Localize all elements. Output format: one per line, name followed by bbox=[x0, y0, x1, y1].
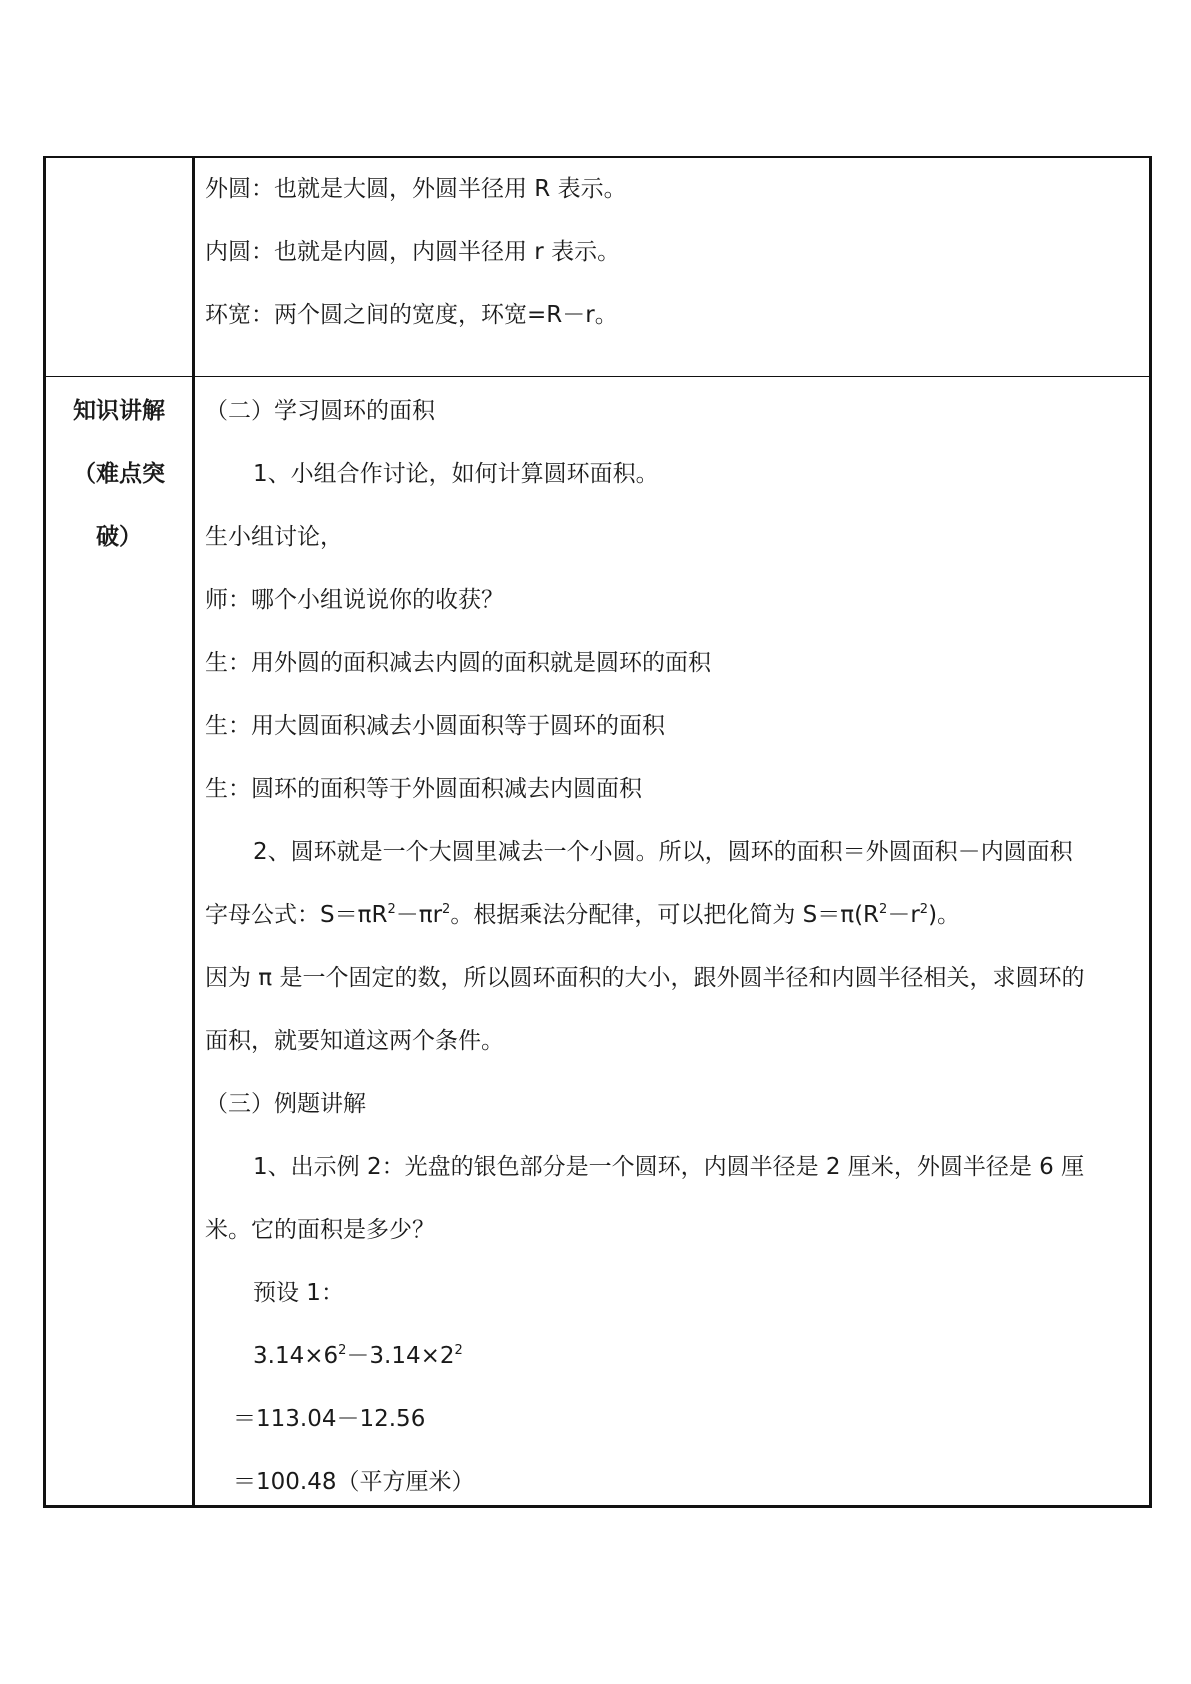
exponent: 2 bbox=[442, 902, 451, 917]
heading-learn-ring-area: （二）学习圆环的面积 bbox=[205, 398, 435, 424]
discussion-line: 师：哪个小组说说你的收获？ bbox=[205, 587, 504, 613]
discussion-line: 生：用外圆的面积减去内圆的面积就是圆环的面积 bbox=[205, 650, 711, 676]
calculation-line-3: ＝100.48（平方厘米） bbox=[233, 1469, 475, 1495]
letter-formula bbox=[205, 900, 960, 930]
section-label-line-2: （难点突 bbox=[73, 461, 165, 487]
table-frame bbox=[43, 156, 1152, 1508]
formula-text: －πr bbox=[395, 902, 443, 928]
inner-circle-definition: 内圆：也就是内圆，内圆半径用 r 表示。 bbox=[205, 239, 621, 265]
example-problem-line-1: 1、出示例 2：光盘的银色部分是一个圆环，内圆半径是 2 厘米，外圆半径是 6 厘 bbox=[253, 1154, 1085, 1180]
ring-width-definition: 环宽：两个圆之间的宽度，环宽=R－r。 bbox=[205, 302, 618, 328]
calc-text: －3.14×2 bbox=[346, 1343, 455, 1369]
formula-text: 字母公式：S＝πR bbox=[205, 902, 388, 928]
table-column-divider bbox=[192, 156, 195, 1508]
step-1-group-discussion: 1、小组合作讨论，如何计算圆环面积。 bbox=[253, 461, 659, 487]
preset-label: 预设 1： bbox=[253, 1280, 344, 1306]
exponent: 2 bbox=[454, 1343, 463, 1358]
calculation-line-1 bbox=[253, 1341, 463, 1371]
discussion-line: 生：圆环的面积等于外圆面积减去内圆面积 bbox=[205, 776, 642, 802]
exponent: 2 bbox=[879, 902, 888, 917]
calculation-line-2: ＝113.04－12.56 bbox=[233, 1406, 426, 1432]
outer-circle-definition: 外圆：也就是大圆，外圆半径用 R 表示。 bbox=[205, 176, 627, 202]
section-label-line-1: 知识讲解 bbox=[73, 398, 165, 424]
discussion-line: 生：用大圆面积减去小圆面积等于圆环的面积 bbox=[205, 713, 665, 739]
step-2-ring-explanation: 2、圆环就是一个大圆里减去一个小圆。所以，圆环的面积＝外圆面积－内圆面积 bbox=[253, 839, 1073, 865]
heading-example: （三）例题讲解 bbox=[205, 1091, 366, 1117]
section-label-line-3: 破） bbox=[96, 524, 142, 550]
formula-text: )。 bbox=[928, 902, 961, 928]
pi-explanation-line-1: 因为 π 是一个固定的数，所以圆环面积的大小，跟外圆半径和内圆半径相关，求圆环的 bbox=[205, 965, 1085, 991]
table-row-divider bbox=[43, 376, 1152, 377]
exponent: 2 bbox=[919, 902, 929, 917]
exponent: 2 bbox=[338, 1343, 347, 1358]
formula-text: 。根据乘法分配律，可以把化简为 S＝π(R bbox=[450, 902, 880, 928]
exponent: 2 bbox=[387, 902, 396, 917]
calc-text: 3.14×6 bbox=[253, 1343, 339, 1369]
discussion-line: 生小组讨论， bbox=[205, 524, 343, 550]
example-problem-line-2: 米。它的面积是多少？ bbox=[205, 1217, 435, 1243]
formula-text: －r bbox=[887, 902, 920, 928]
pi-explanation-line-2: 面积，就要知道这两个条件。 bbox=[205, 1028, 504, 1054]
